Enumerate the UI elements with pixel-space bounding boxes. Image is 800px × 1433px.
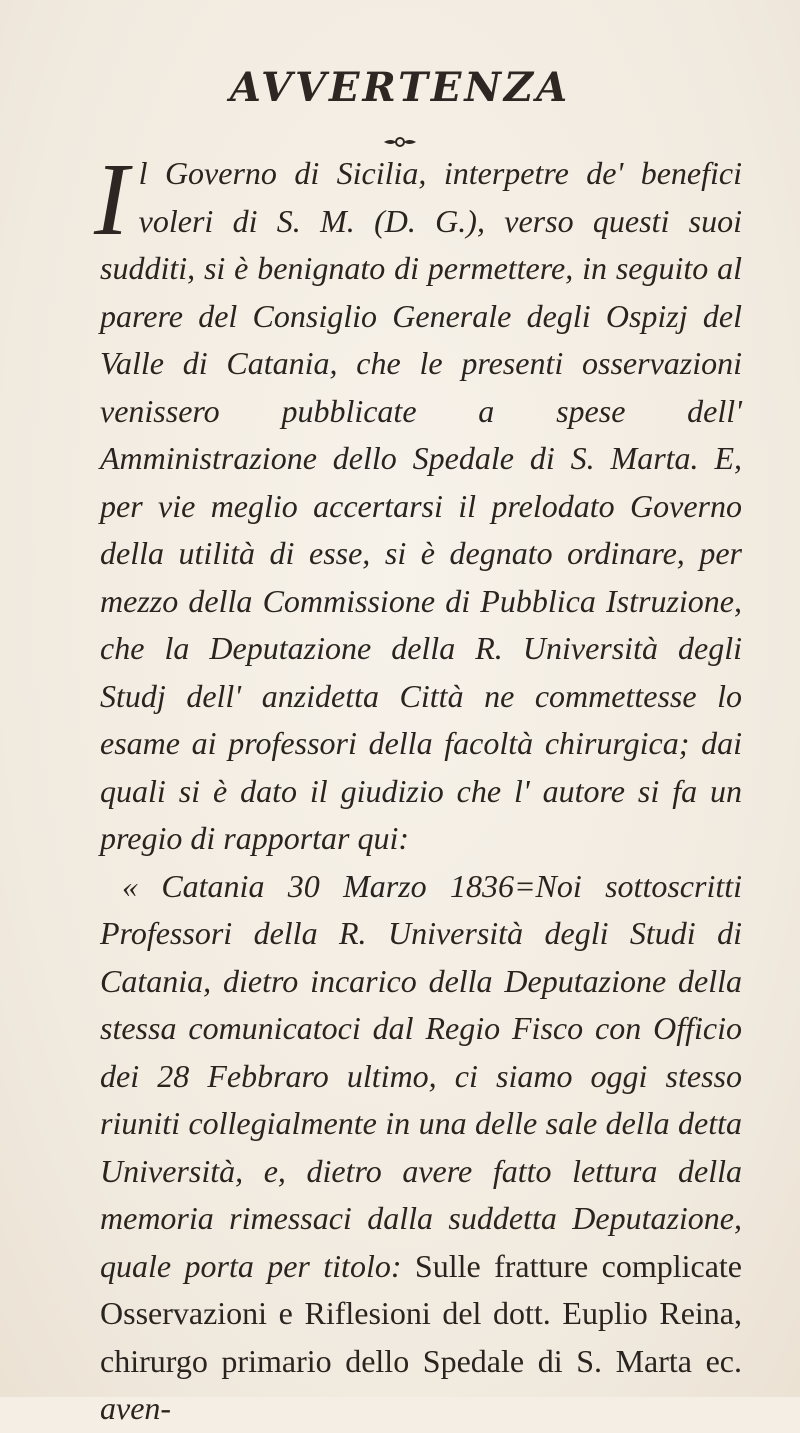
body-text: [94, 142, 742, 1433]
drop-cap: I: [94, 142, 129, 257]
quotation-text: « Catania 30 Marzo 1836=Noi sottoscritti Professori della R. Università degli Studi di Catania, dietro incarico della Deputazione della stessa comunicatoci dal Regio Fisco con Officio dei 28 Febbraro ultimo, ci siamo oggi stesso riuniti collegialmente in una delle sale della detta Università, e, dietro avere fatto lettura della memoria rimessaci dalla suddetta Deputazione, quale porta per titolo:: [100, 867, 742, 1284]
page-title: AVVERTENZA: [229, 64, 571, 111]
work-title: Sulle fratture complicate Osservazioni e Riflesioni del dott. Euplio Reina, chirurgo primario dello Spedale di S. Marta ec.: [100, 1247, 742, 1379]
quotation-continuation: aven-: [100, 1390, 172, 1426]
ornament-icon: [383, 136, 417, 148]
quotation: [100, 863, 742, 1433]
paragraph-intro: [94, 142, 742, 863]
paragraph-text: l Governo di Sicilia, interpetre de' benefici voleri di S. M. (D. G.), verso questi suoi sudditi, si è benignato di permettere, in seguito al parere del Consiglio Generale degli Ospizj del Valle di Catania, che le presenti osservazioni venissero pubblicate a spese dell' Amministrazione dello Spedale di S. Marta. E, per vie meglio accertarsi il prelodato Governo della utilità di esse, si è degnato ordinare, per mezzo della Commissione di Pubblica Istruzione, che la Deputazione della R. Università degli Studj dell' anzidetta Città ne commettesse lo esame ai professori della facoltà chirurgica; dai quali si è dato il giudizio che l' autore si fa un pregio di rapportar qui:: [100, 155, 742, 856]
